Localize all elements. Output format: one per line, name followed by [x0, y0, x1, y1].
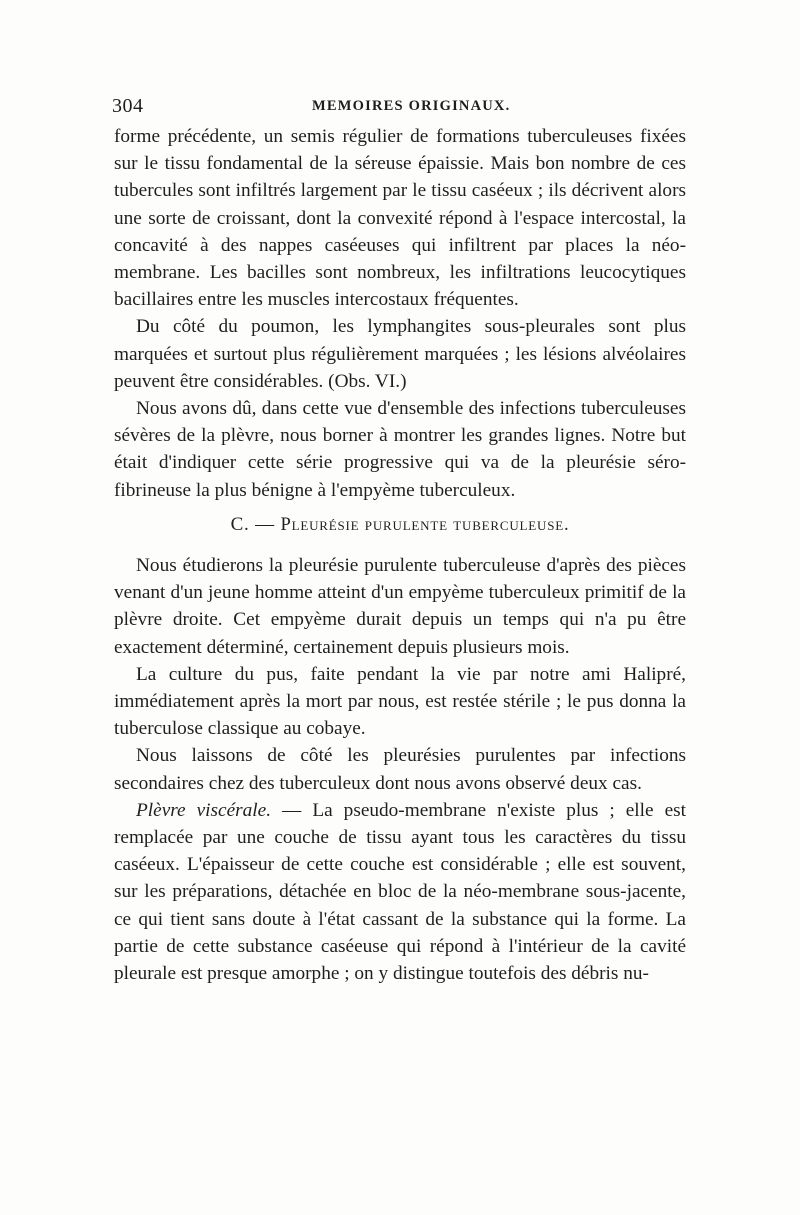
- body-text: [114, 123, 686, 987]
- page-number: 304: [112, 95, 144, 117]
- running-header: [112, 95, 687, 121]
- paragraph-plevre-viscerale: [114, 797, 686, 987]
- paragraph-ensemble: Nous avons dû, dans cette vue d'ensemble des infections tuberculeuses sévères de la plèvre, nous borner à montrer les grandes lignes. Notre but était d'indiquer cette série progressive qui va de la pleurésie séro-fibrineuse la plus bénigne à l'empyème tuberculeux.: [114, 398, 686, 501]
- paragraph-poumon: Du côté du poumon, les lymphangites sous-pleurales sont plus marquées et surtout plus régulièrement marquées ; les lésions alvéolaires peuvent être considérables. (Obs. VI.): [114, 316, 686, 392]
- paragraph-etude: Nous étudierons la pleurésie purulente tuberculeuse d'après des pièces venant d'un jeune homme atteint d'un empyème tuberculeux primitif de la plèvre droite. Cet empyème durait depuis un temps qui n'a pu être exactement déterminé, certainement depuis plusieurs mois.: [114, 555, 686, 658]
- italic-lead-term: Plèvre viscérale.: [136, 799, 272, 821]
- section-heading: [114, 511, 686, 539]
- section-title: Pleurésie purulente tuberculeuse.: [280, 514, 570, 535]
- paragraph-plevre-text: — La pseudo-membrane n'existe plus ; elle est remplacée par une couche de tissu ayant tous les caractères du tissu caséeux. L'épaisseur de cette couche est considérable ; elle est souvent, sur les préparations, détachée en bloc de la néo-membrane sous-jacente, ce qui tient sans doute à l'état cassant de la substance qui la forme. La partie de cette substance caséeuse qui répond à l'intérieur de la cavité pleurale est presque amorphe ; on y distingue toutefois des débris nu-: [114, 799, 686, 985]
- running-title: MEMOIRES ORIGINAUX.: [312, 98, 511, 114]
- section-letter: C. —: [230, 513, 275, 535]
- paragraph-culture: La culture du pus, faite pendant la vie par notre ami Halipré, immédiatement après la mort par nous, est restée stérile ; le pus donna la tuberculose classique au cobaye.: [114, 663, 686, 740]
- paragraph-continuation: forme précédente, un semis régulier de formations tuberculeuses fixées sur le tissu fondamental de la séreuse épaissie. Mais bon nombre de ces tubercules sont infiltrés largement par le tissu caséeux ; ils décrivent alors une sorte de croissant, dont la convexité répond à l'espace intercostal, la concavité à des nappes caséeuses qui infiltrent par places la néo-membrane. Les bacilles sont nombreux, les infiltrations leucocytiques bacillaires entre les muscles intercostaux fréquentes.: [114, 126, 686, 311]
- paragraph-infections: Nous laissons de côté les pleurésies purulentes par infections secondaires chez des tuberculeux dont nous avons observé deux cas.: [114, 745, 686, 794]
